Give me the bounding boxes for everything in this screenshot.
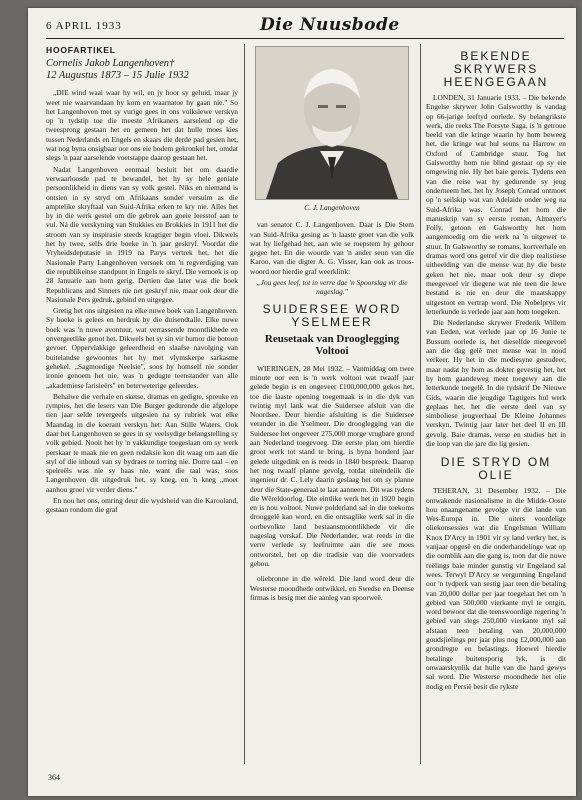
- paragraph: van senator C. J. Langenhoven. Daar is Die Stem van Suid-Afrika gesing as 'n laaste groet van die volk wat hy liefgehad het, aan wie se roepstem hy gehoor gegee het. En die woorde van 'n ander seun van die Karoo, van die digter A. G. Visser, kan ook as troos-woord oor hierdie graf weerklink:: [250, 220, 414, 276]
- right-column: [426, 46, 566, 786]
- section-kicker: HOOFARTIKEL: [46, 46, 116, 55]
- paragraph: WIERINGEN, 28 Mei 1932. – Vanmiddag om twee minute oor een is 'n werk voltooi wat twaalf jaar gelede begin is en ongeveer £100,000,000 gekos het, toe die laaste opening toegemaak is in die dyk van twintig myl lank wat die Suidersee afsluit van die Noordsee. Deur hierdie afsluiting is die Suidersee verander in die Yselmeer. Die drooglegging van die Suidersee het ongeveer 275,000 morge vrugbare grond aan Nederland toegevoeg. Die eerste plan om hierdie groot werk tot stand te bring, is byna honderd jaar gelede uitgedink en is reeds in 1840 bespreek. Daarop het nog twaalf planne gevolg, totdat uiteindelik die ingenieur dr. C. Lely daarin geslaag het om sy planne deur die State-generaal te laat aanneem. Dit was tydens die Wêreldoorlog. Die eintlike werk het in 1920 begin en is nou voltooi. Nuwe polderland sal in die toekoms drooggelê kan word, en die ontsaglike werk sal in die oorbevolkte land bestaansmoontlikhede vir die nageslag verskaf. Die Nederlander, wat reeds in die verre verlede sy leefruimte aan die see moes ontworstel, het op die tradisie van die voorvaders gebou.: [250, 363, 414, 568]
- issue-date: 6 APRIL 1933: [46, 20, 122, 32]
- paragraph: TEHERAN, 31 Desember 1932. – Die ontwakende nasionalisme in die Midde-Ooste hou onaangename gevolge vir die lande van Wes-Europa in. Die uiters voordelige oliekonsessies wat die Engelsman William Knox D'Arcy in 1901 vir sy land verkry het, is vanjaar opgesê en die onderhandelinge wat op die oomblik aan die gang is, toon dat die nuwe reëlings baie minder gunstig vir Engeland sal wees. Terwyl D'Arcy se vergunning Engeland oor 'n tydperk van sestig jaar teen die betaling van 20,000 dollar per jaar toegelaat het om 'n gebied van 500,000 vierkante myl te ontgin, word bewoor dat die teenswoordige regering 'n gebied van slegs 250,000 vierkante myl sal afstaan teen betaling van 20,000,000 goudsjielings per jaar plus nog £2,000,000 aan grondregte en belastings. Hoewel hierdie betalinge buitensporig lyk, is dit onwaarskynlik dat hulle van die hand gewys sal word. Die Westerse moondhede het olie nodig en Persië besit die rykste: [426, 486, 566, 691]
- editorial-subhead: [46, 58, 238, 82]
- page-header: [28, 8, 576, 38]
- paragraph: Gretig het ons uitgesien na elke nuwe boek van Langenhoven. Sy boeke is gelees en herdruk by die duisendtalle. Elke nuwe boek was 'n nuwe avontuur, wat verrassende moontlikhede en onvergeetlike genot het. Dikwels het sy sin vir humor die botoon gevoer. Oppervlakkige geleerdheid en slaafse navolging van buitelandse gewoontes het hy met vlymskerpe sarkasme gehekel. „Sagmoedige Neelsie", soos hy homself nie sonder ironie genoem het nie, was 'n gedugte teenstander van alle „akademiese farisieërs" en beterweterige geleerdes.: [46, 306, 238, 390]
- paragraph: Behalwe die verhale en sketse, dramas en gedigte, spreuke en rympies, het die lesers van Die Burger gedurende die afgelope tien jaar selde tevergeefs uitgesien na sy rubriek wat elke Maandag in die koerant verskyn het: Aan Stille Waters. Ook daar het Langenhoven se gees in sy veelsydige belangstelling sy volk gebied. Nooit het hy 'n vakkundige toegeslaan om sy werk perskaar te maak nie en geen redaksie kon dit waag om aan die styl of die inhoud van sy bydraes te torring nie. Dorre taal – en spelreëls was nie sy baas nie, want die taal was, soos Langenhoven dit uitgedruk het, sy kneg, en 'n kneg „moet aanhou groei vir verder diens.": [46, 391, 238, 494]
- portrait-photo: [255, 46, 409, 200]
- paragraph: En nou het ons, omring deur die wydsheid van die Karooland, gestaan rondom die graf: [46, 496, 238, 515]
- article-deck: Reusetaak van Drooglegging Voltooi: [264, 332, 400, 357]
- paragraph: Die Nederlandse skrywer Frederik Willem van Eeden, wat verlede jaar op 16 Junie te Bussum oorlede is, het dieselfde meegevoel aan die dag gelê met mense wat in nood verkeer. Hy het in die mediesyne gestudeer, maar nadat hy hom as dokter gevestig het, het hy hom gaandeweg meer toegewy aan die letterkunde toegelê. In die tydskrif De Nieuwe Gids, waarin die jeugdige Tagtigers hul werk geplaas het, het die eerste deel van sy simboliese jeugverhaal De Kleine Johannes verskyn. Twintig jaar later het deel II en III gevolg. Baie dramas, verse en studies het in die loop van die jare die lig gesien.: [426, 318, 566, 448]
- paragraph: „DIE wind waai waar hy wil, en jy hoor sy geluid, maar jy weet nie waarvandaan hy kom en waarnatoe hy gaan nie." So het Langenhoven met sy vurige gees in ons volkslewe verskyn op 'n tydstip toe die meeste Afrikaners aarselend op die tweesprong gestaan het en gemeen het dat hulle moes kies tussen Nederlands en Engels en skaars die derde pad gesien het, wat nog byna onsigbaar oor ons eie bodem gekronkel het, omdat slegs 'n paar aarselende voetstappe daarop gestaan het.: [46, 88, 238, 163]
- masthead-title: Die Nuusbode: [260, 15, 400, 35]
- subhead-name: Cornelis Jakob Langenhoven†: [46, 58, 175, 70]
- editorial-column: [46, 46, 238, 751]
- subhead-dates: 12 Augustus 1873 – 15 Julie 1932: [46, 70, 189, 82]
- column-divider: [420, 44, 421, 764]
- paragraph: oliebronne in die wêreld. Die land word deur die Westerse moondhede ontwikkel, en Swedse en Deense firmas is besig met die aanleg van spoorweë.: [250, 574, 414, 602]
- middle-column: [250, 46, 414, 786]
- article-headline: DIE STRYD OM OLIE: [440, 455, 552, 483]
- photo-caption: C. J. Langenhoven: [304, 203, 360, 212]
- column-divider: [244, 44, 245, 764]
- page-number: 364: [48, 773, 60, 782]
- header-rule: [46, 38, 564, 39]
- magazine-page: [28, 8, 576, 796]
- paragraph: LONDEN, 31 Januarie 1933. – Die bekende Engelse skrywer John Galsworthy is vandag op 66-jarige leeftyd oorlede. Sy belangrikste werk, die reeks The Forsyte Saga, is 'n getroue beeld van die kringe waarin hy hom beweeg het, die kringe wat hul seuns na Harrow en Oxford of Cambridge stuur. Tog het Galsworthy hom nie blind gestaar op sy eie omgewing nie. Hy het baie gereis. Tydens een van die reise wat hy gedurende sy jeug onderneem het, het hy Joseph Conrad ontmoet op 'n seilskip wat van Adelaide onder weg na Suid-Afrika was. Conrad het hom die manuskrip van sy eerste roman, Almayer's Folly, getoon en Galsworthy het hom aangemoedig om die werk na 'n uitgewer te stuur. In Galsworthy se romans, kortverhale en dramas word ons getref vir die diep realistiese uitbeelding van die mense wat hy die beste geken het nie, maar ook deur sy diepe meegevoel vir diegene wat nie teen die lewe bestand is nie en deur die maatskappy uitgestoot en vertrap word. Die Nobelprys vir letterkunde is verlede jaar aan hom toegeken.: [426, 93, 566, 316]
- article-headline: BEKENDE SKRYWERS HEENGEGAAN: [443, 49, 549, 89]
- article-headline: SUIDERSEE WORD YSELMEER: [262, 301, 402, 329]
- paragraph: Nadat Langenhoven eenmaal besluit het om daardie verwaarloosde pad te bewandel, het hy sy hele geniale persoonlikheid in diens van sy volk gestel. Niks en niemand is ontsien in sy stryd om Afrikaans sonder versuim as die amptelike skryftaal van Suid-Afrika erken te kry nie. Alles het hy in die werk gestel om die gebrek aan goeie leesstof aan te vul. Ná die verskyning van Stukkies en Brokkies in 1911 het die stroom van sy inspirasie steeds kragtiger begin vloei. Dikwels het hy twee, selfs drie boeke in 'n jaar geskryf. Voordat die Vryheidsdeputasie in 1919 na Parys vertrek het, het die Nasionale Party Langenhoven versoek om 'n regverdiging van die republikeinse standpunt in Engels te skryf. Die vernoek is op 28 Januarie aan hom gerig. Dertien dae later was die boek Republicans and Sinners nie net geskryf nie, maar ook deur die Nasionale Pers gedruk, gebind en uitgegee.: [46, 164, 238, 304]
- poem-quote: „Jou gees leef, tot in verre dae 'n Spoorslag vir die nageslag.": [256, 278, 408, 297]
